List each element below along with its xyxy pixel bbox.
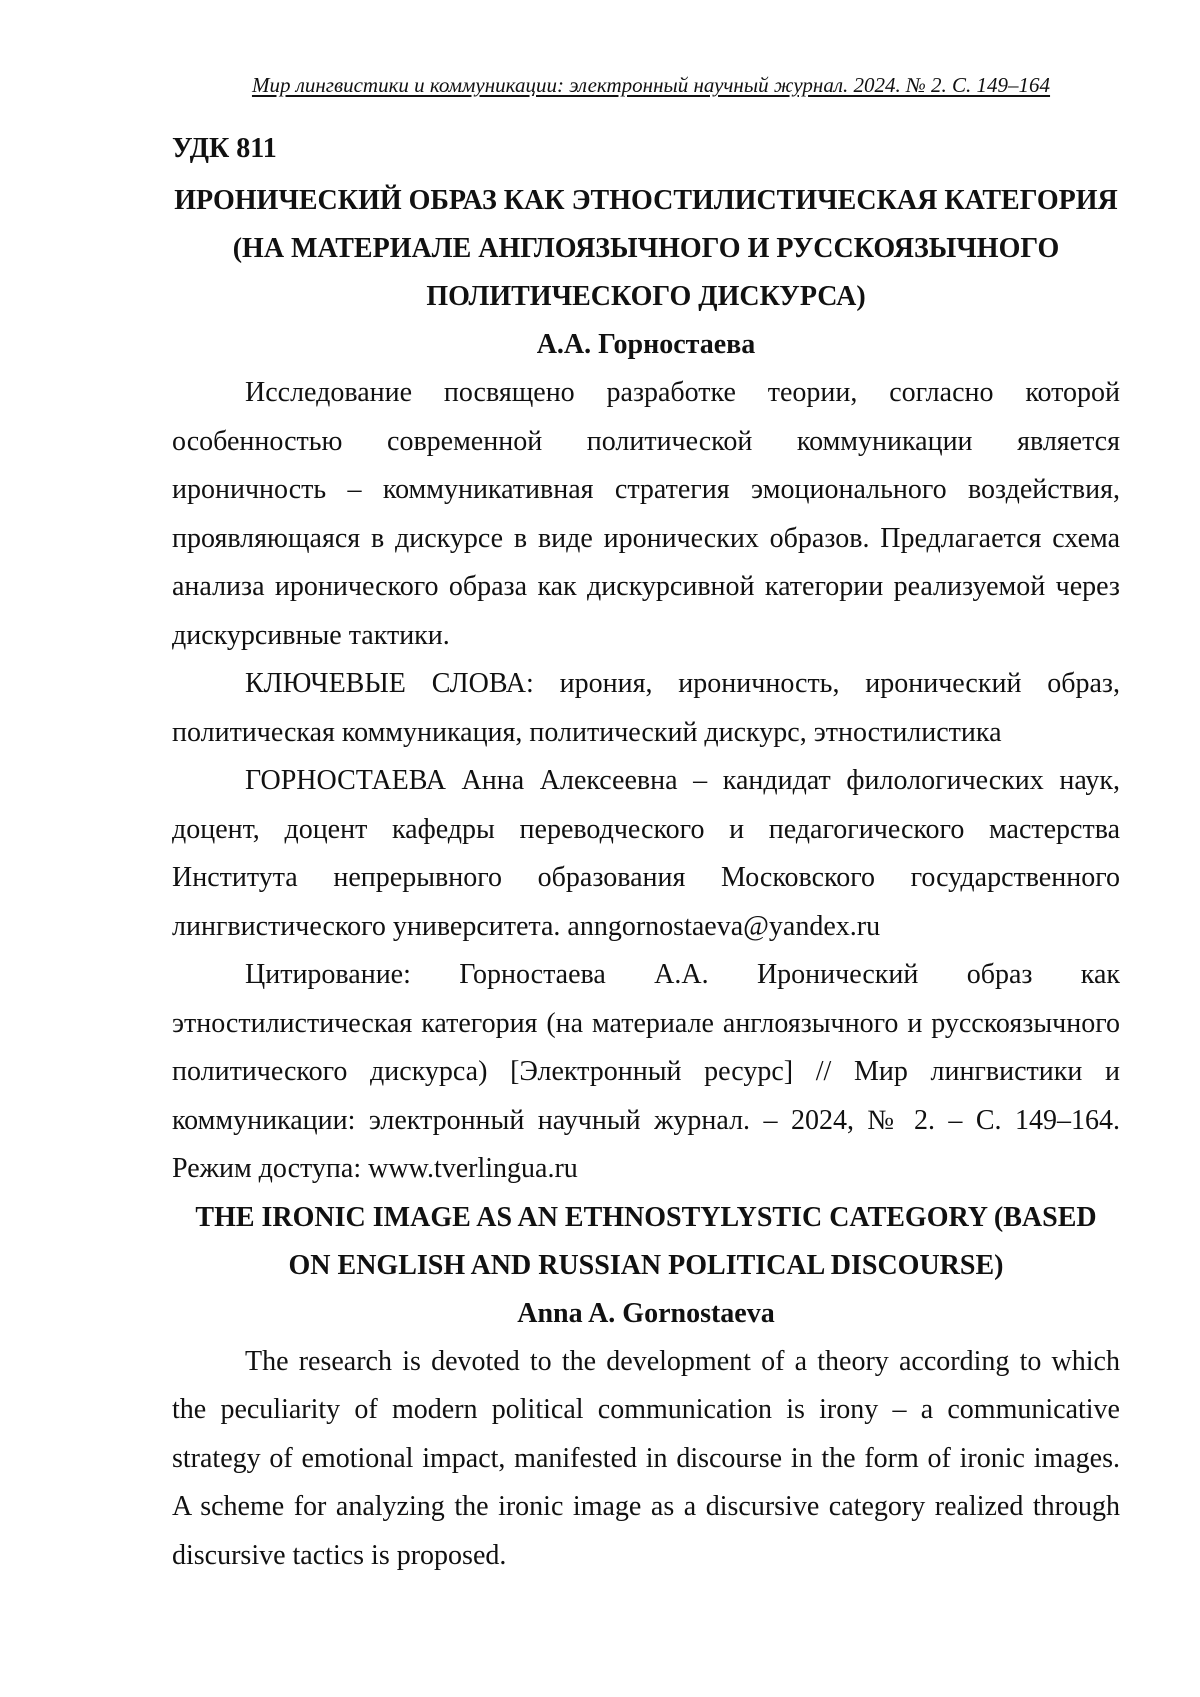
article-title-en: THE IRONIC IMAGE AS AN ETHNOSTYLYSTIC CATEGORY (BASED ON ENGLISH AND RUSSIAN POLITICAL DISCOURSE) [195,1201,1097,1281]
author-name-en: Anna A. Gornostaeva [517,1297,775,1329]
abstract-ru: Исследование посвящено разработке теории, согласно которой особенностью современной политической коммуникации является ироничность – коммуникативная стратегия эмоционального воздействия, проявляющаяся в дискурсе в виде иронических образов. Предлагается схема анализа иронического образа как дискурсивной категории реализуемой через дискурсивные тактики. [172,377,1120,651]
article-body [172,125,1120,1580]
citation-ru: Цитирование: Горностаева А.А. Иронический образ как этностилистическая категория (на материале англоязычного и русскоязычного политического дискурса) [Электронный ресурс] // Мир лингвистики и коммуникации: электронный научный журнал. – 2024, № 2. – С. 149–164. Режим доступа: www.tverlingua.ru [172,959,1120,1184]
keywords-ru: КЛЮЧЕВЫЕ СЛОВА: ирония, ироничность, иронический образ, политическая коммуникация, политический дискурс, этностилистика [172,668,1120,748]
author-info-ru: ГОРНОСТАЕВА Анна Алексеевна – кандидат филологических наук, доцент, доцент кафедры переводческого и педагогического мастерства Института непрерывного образования Московского государственного лингвистического университета. anngornostaeva@yandex.ru [172,765,1120,942]
abstract-en: The research is devoted to the development of a theory according to which the peculiarity of modern political communication is irony – a communicative strategy of emotional impact, manifested in discourse in the form of ironic images. A scheme for analyzing the ironic image as a discursive category realized through discursive tactics is proposed. [172,1345,1120,1571]
author-name-ru: А.А. Горностаева [536,329,756,360]
udk-code: УДК 811 [172,133,277,164]
article-title-ru: ИРОНИЧЕСКИЙ ОБРАЗ КАК ЭТНОСТИЛИСТИЧЕСКАЯ КАТЕГОРИЯ (НА МАТЕРИАЛЕ АНГЛОЯЗЫЧНОГО И РУССКОЯЗЫЧНОГО ПОЛИТИЧЕСКОГО ДИСКУРСА) [174,185,1118,312]
running-header: Мир лингвистики и коммуникации: электронный научный журнал. 2024. № 2. С. 149–164 [251,73,1051,97]
